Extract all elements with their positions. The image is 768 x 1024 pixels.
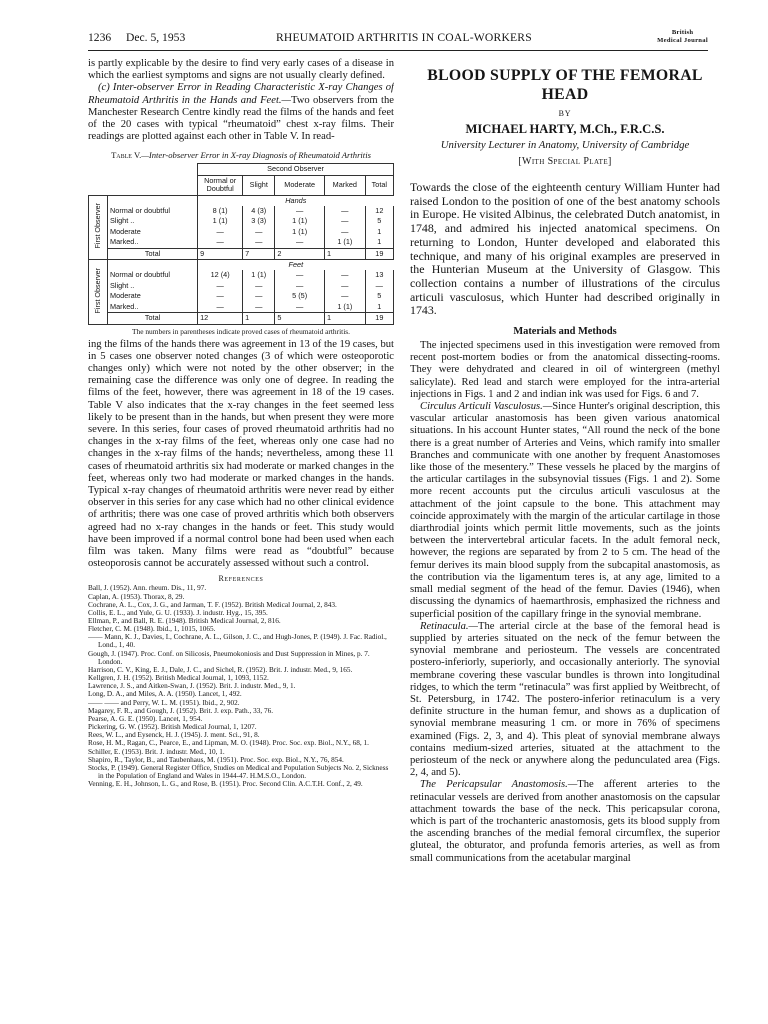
table-cell: — <box>243 237 275 248</box>
table-cell: 1 <box>365 302 393 313</box>
table-corner-2 <box>89 175 198 195</box>
table-row <box>89 302 394 313</box>
reference-item: Stocks, P. (1949). General Register Office, Studies on Medical and Population Subjects No. 2, Sickness in the Population of England and Wales in 1944-47. H.M.S.O., London. <box>88 763 389 780</box>
author-affiliation: University Lecturer in Anatomy, University of Cambridge <box>440 139 690 151</box>
circulus-text: Since Hunter's original description, this vascular articular anastomosis has been given various anatomical situations. In his account Hunter states, “All round the neck of the bone there is a great number of Arteries and Veins, which ramify into smaller Branches and communicate with one another by frequent Anastomoses like those of the mesentery.” These vessels he placed by the margins of the articular cartilages in the subsynovial tissues (Figs. 1 and 2). Some more recent accounts put the circulus articuli vasculosus at the attachment of the joint capsule to the bone. This attachment may coincide approximately with the margin of the articular cartilage in those diarthrodial joints which permit little movements, such as the joints between the intervertebral articular facets. In the adult femoral neck, however, the regions are separated by from 2 to 5 cm. The head of the femur derives its main blood supply from the subcapital anastomosis, as the contribution via the ligamentum teres is, at any age, limited to a small medial segment of the head of the femur. Davies (1946), when discussing the dynamics of haemarthrosis, emphasized the richness and superficial position of the capillary fringe in the synovial membrane. <box>410 401 720 620</box>
table-cell: — <box>275 206 325 216</box>
body-paragraph: ing the films of the hands there was agreement in 13 of the 19 cases, but in 5 cases one observer noted changes (3 of which were osteoporotic changes only) which were not noted by the other observer; in the remaining case the difference was only one of degree. In reading the films of the feet, however, there was agreement in 18 of the 19 cases. Table V also indicates that the x-ray changes in the feet seemed less likely to be present than in the hands, but when present they were more severe. In this series, four cases of proved rheumatoid arthritis had no changes in the x-ray films of the feet, whereas only one case had no changes in the x-ray films of the hands; nevertheless, among these 11 cases of rheumatoid arthritis six had moderate or marked changes in the feet, whereas only two had moderate or marked changes in the hands. Typical x-ray changes of rheumatoid arthritis were never read by either observer in this series for any case which had no other clinical evidence of arthritis; there was one case of proved arthritis which both observers agreed had no x-ray changes in the hands or feet. This study would have been improved if a normal control bone had been used when each film was taken. Many films were read as “doubtful” because osteoporosis cannot be accurately assessed without such a control. <box>88 338 394 570</box>
table-row <box>89 206 394 216</box>
reference-item: Lawrence, J. S., and Aitken-Swan, J. (1952). Brit. J. industr. Med., 9, 1. <box>88 682 296 691</box>
hands-section-row <box>89 195 394 206</box>
author-name: MICHAEL HARTY, M.Ch., F.R.C.S. <box>465 122 665 136</box>
table-cell: — <box>325 291 366 301</box>
feet-section-row <box>89 260 394 271</box>
table-cell: 1 (1) <box>275 216 325 226</box>
table-cell: 1 <box>365 227 393 237</box>
reference-item: Pickering, G. W. (1952). British Medical Journal, 1, 1207. <box>88 723 257 732</box>
methods-heading: Materials and Methods <box>513 326 617 338</box>
feet-total-row <box>89 313 394 324</box>
table-row <box>89 281 394 291</box>
section-c-heading: (c) Inter-observer Error in Reading Characteristic X-ray Changes of Rheumatoid Arthritis in the Hands and Feet.— <box>88 82 394 106</box>
methods-paragraph: The injected specimens used in this investigation were removed from recent post-mortem bodies or from the anatomical dissecting-rooms. They were dehydrated and cleared in oil of wintergreen (methyl salicylate). Red lead and starch were employed for the intra-arterial injections in Figs. 1 and 2 and indian ink was used for Figs. 6 and 7. <box>410 340 720 400</box>
table-row <box>89 270 394 280</box>
reference-item: Collis, E. L., and Yule, G. U. (1933). J. industr. Hyg., 15, 395. <box>88 608 268 617</box>
table-cell: — <box>325 281 366 291</box>
table-cell: — <box>325 270 366 280</box>
reference-item: —— Mann, K. J., Davies, I., Cochrane, A. L., Gilson, J. C., and Hugh-Jones, P. (1949). J. Fac. Radiol., Lond., 1, 40. <box>88 633 387 650</box>
left-column <box>88 58 394 1016</box>
table-cell: 1 (1) <box>275 227 325 237</box>
table-cell: 1 (1) <box>243 270 275 280</box>
issue-date: Dec. 5, 1953 <box>126 31 186 44</box>
table-cell: — <box>275 281 325 291</box>
table-row <box>89 227 394 237</box>
table-cell: 1 (1) <box>198 216 243 226</box>
second-observer-header: Second Observer <box>198 164 394 175</box>
table-note: The numbers in parentheses indicate proved cases of rheumatoid arthritis. <box>132 326 350 336</box>
running-header <box>88 28 708 51</box>
table-cell: 1 <box>243 313 275 324</box>
plate-note: [With Special Plate] <box>518 156 612 167</box>
col-header-slight: Slight <box>243 175 275 195</box>
table-cell: 8 (1) <box>198 206 243 216</box>
table-cell: — <box>275 270 325 280</box>
references-list <box>88 584 394 788</box>
row-label: Slight .. <box>108 281 198 291</box>
running-title: RHEUMATOID ARTHRITIS IN COAL-WORKERS <box>276 31 532 44</box>
hands-total-row <box>89 248 394 259</box>
reference-item: Rose, H. M., Ragan, C., Pearce, E., and Lipman, M. O. (1948). Proc. Soc. exp. Biol., N.Y., 68, 1. <box>88 739 369 748</box>
reference-item: Shapiro, R., Taylor, B., and Taubenhaus, M. (1951). Proc. Soc. exp. Biol., N.Y., 76, 854. <box>88 755 344 764</box>
total-label: Total <box>108 248 198 259</box>
table-cell: 5 <box>365 216 393 226</box>
reference-item: Magarey, F. R., and Gough, J. (1952). Brit. J. exp. Path., 33, 76. <box>88 706 274 715</box>
table-cell: 9 <box>198 248 243 259</box>
table-cell: — <box>243 227 275 237</box>
journal-line-2: Medical Journal <box>657 36 708 44</box>
journal-line-1: British <box>671 29 694 36</box>
pericapsular-paragraph <box>410 779 720 864</box>
table-cell: 12 (4) <box>198 270 243 280</box>
retinacula-text: The arterial circle at the base of the femoral head is supplied by arteries situated on the neck of the femur between the synovial membrane and periosteum. The vessels are concentrated postero-inferiorly, superiorly, and occasionally anteriorly. The synovial membrane covering these vascular bundles is thrown into longitudinal ridges, to which the term “retinacula” was first applied by Weitbrecht, of St. Petersburg, in 1742. The postero-inferior retinaculum is a very definite structure in the human femur, and shows as a duplication of synovial membrane measuring 1 cm. or more in 76% of specimens examined (Figs. 2, 3, and 4). This pleat of synovial membrane always contains medium-sized arteries, situated at the attachment to the periosteum of the neck or anywhere along the pedunculated area (Figs. 2, 4, and 5). <box>410 620 720 779</box>
table-cell: — <box>275 302 325 313</box>
reference-item: Pearse, A. G. E. (1950). Lancet, 1, 954. <box>88 714 203 723</box>
table-cell: — <box>198 302 243 313</box>
retinacula-heading: Retinacula.— <box>420 620 478 632</box>
table-row <box>89 291 394 301</box>
table-cell: 12 <box>198 313 243 324</box>
table-caption-text: —Inter-observer Error in X-ray Diagnosis of Rheumatoid Arthritis <box>141 150 371 161</box>
retinacula-paragraph <box>410 621 720 780</box>
table-cell: 19 <box>365 248 393 259</box>
table-row <box>89 237 394 248</box>
pericapsular-heading: The Pericapsular Anastomosis.— <box>420 779 578 791</box>
by-line: BY <box>558 109 572 118</box>
row-label: Marked.. <box>108 302 198 313</box>
table-cell: — <box>325 206 366 216</box>
intro-paragraph: is partly explicable by the desire to find very early cases of a disease in which the earliest symptoms and signs are not usually clearly defined. <box>88 58 394 82</box>
table-cell: 12 <box>365 206 393 216</box>
table-cell: — <box>325 227 366 237</box>
feet-label: Feet <box>198 260 394 271</box>
observer-table <box>88 163 394 324</box>
pericapsular-text: The afferent arteries to the retinacular vessels are derived from another anastomosis on the capsular attachment towards the base of the neck. This pericapsular corona, which is part of the trochanteric anastomosis, gets its blood supply from the ascending branches of the medial femoral circumflex, the superior gluteal, the obturator, and profunda femoris arteries, as well as from small communications from the acetabular marginal <box>410 779 720 864</box>
table-corner <box>89 164 198 175</box>
table-cell: 1 <box>325 248 366 259</box>
row-label: Normal or doubtful <box>108 270 198 280</box>
references-heading: References <box>218 574 264 584</box>
article-title: BLOOD SUPPLY OF THE FEMORAL HEAD <box>427 67 703 103</box>
row-label: Moderate <box>108 291 198 301</box>
col-header-total: Total <box>365 175 393 195</box>
right-column <box>410 58 720 1016</box>
table-row <box>89 216 394 226</box>
table-cell: 7 <box>243 248 275 259</box>
col-header-marked: Marked <box>325 175 366 195</box>
table-cell: 1 (1) <box>325 302 366 313</box>
table-cell: — <box>198 227 243 237</box>
table-cell: 5 <box>365 291 393 301</box>
total-label: Total <box>108 313 198 324</box>
table-cell: 4 (3) <box>243 206 275 216</box>
section-c-text: Two observers from the Manchester Research Centre kindly read the films of the hands and feet of the 20 cases with typical “rheumatoid” chest x-ray films. Their readings are plotted against each other in Table V. In read- <box>88 94 394 143</box>
table-cell: — <box>243 281 275 291</box>
table-cell: — <box>198 281 243 291</box>
table-cell: — <box>198 237 243 248</box>
reference-item: Long, D. A., and Miles, A. A. (1950). Lancet, 1, 492. <box>88 690 242 699</box>
intro-paragraph-right: Towards the close of the eighteenth century William Hunter had raised London to the position of one of the best anatomy schools in Europe. He visited Albinus, the celebrated Dutch anatomist, in 1748, and admired his injected anatomical specimens. On returning to London, Hunter developed and elaborated this technique, and many of his original examples are preserved in the Hunterian Museum at the University of Glasgow. This collection contains a number of illustrations of the circulus articuli vasculosus, which Hunter had described originally in 1743. <box>410 180 720 318</box>
reference-item: —— —— and Perry, W. L. M. (1951). Ibid., 2, 902. <box>88 698 240 707</box>
first-observer-label-feet: First Observer <box>89 260 108 324</box>
table-caption <box>88 150 394 160</box>
table-cell: 2 <box>275 248 325 259</box>
page-number: 1236 <box>88 31 112 44</box>
table-cell: — <box>243 302 275 313</box>
table-cell: — <box>243 291 275 301</box>
hands-label: Hands <box>198 195 394 206</box>
row-label: Slight .. <box>108 216 198 226</box>
table-header-row-2 <box>89 175 394 195</box>
table-cell: — <box>198 291 243 301</box>
table-cell: 5 (5) <box>275 291 325 301</box>
table-cell: 5 <box>275 313 325 324</box>
row-label: Normal or doubtful <box>108 206 198 216</box>
table-cell: 1 <box>365 237 393 248</box>
journal-name <box>657 29 708 44</box>
reference-item: Fletcher, C. M. (1948). Ibid., 1, 1015, 1065. <box>88 625 216 634</box>
reference-item: Harrison, C. V., King, E. J., Dale, J. C., and Sichel, R. (1952). Brit. J. industr. Med., 9, 165. <box>88 665 353 674</box>
table-header-row-1 <box>89 164 394 175</box>
table-cell: 13 <box>365 270 393 280</box>
table-cell: 3 (3) <box>243 216 275 226</box>
section-c-paragraph <box>88 82 394 143</box>
circulus-paragraph <box>410 401 720 621</box>
table-cell: — <box>325 216 366 226</box>
reference-item: Caplan, A. (1953). Thorax, 8, 29. <box>88 592 185 601</box>
table-cell: — <box>275 237 325 248</box>
reference-item: Cochrane, A. L., Cox, J. G., and Jarman, T. F. (1952). British Medical Journal, 2, 843. <box>88 600 337 609</box>
first-observer-label-hands: First Observer <box>89 195 108 259</box>
table-cell: 1 (1) <box>325 237 366 248</box>
reference-item: Rees, W. L., and Eysenck, H. J. (1945). J. ment. Sci., 91, 8. <box>88 731 260 740</box>
col-header-moderate: Moderate <box>275 175 325 195</box>
col-header-normal: Normal or Doubtful <box>198 175 243 195</box>
table-cell: — <box>365 281 393 291</box>
reference-item: Schiller, E. (1953). Brit. J. industr. Med., 10, 1. <box>88 747 225 756</box>
circulus-heading: Circulus Articuli Vasculosus.— <box>420 401 553 413</box>
reference-item: Venning, E. H., Johnson, L. G., and Rose, B. (1951). Proc. Second Clin. A.C.T.H. Conf., 2, 49. <box>88 780 363 789</box>
row-label: Marked.. <box>108 237 198 248</box>
reference-item: Ball, J. (1952). Ann. rheum. Dis., 11, 97. <box>88 584 207 593</box>
reference-item: Gough, J. (1947). Proc. Conf. on Silicosis, Pneumokoniosis and Dust Suppression in Mines, p. 7. London. <box>88 649 370 666</box>
table-caption-label: Table V. <box>111 150 142 161</box>
row-label: Moderate <box>108 227 198 237</box>
table-cell: 1 <box>325 313 366 324</box>
table-cell: 19 <box>365 313 393 324</box>
reference-item: Ellman, P., and Ball, R. E. (1948). British Medical Journal, 2, 816. <box>88 617 281 625</box>
reference-item: Kellgren, J. H. (1952). British Medical Journal, 1, 1093, 1152. <box>88 674 269 683</box>
